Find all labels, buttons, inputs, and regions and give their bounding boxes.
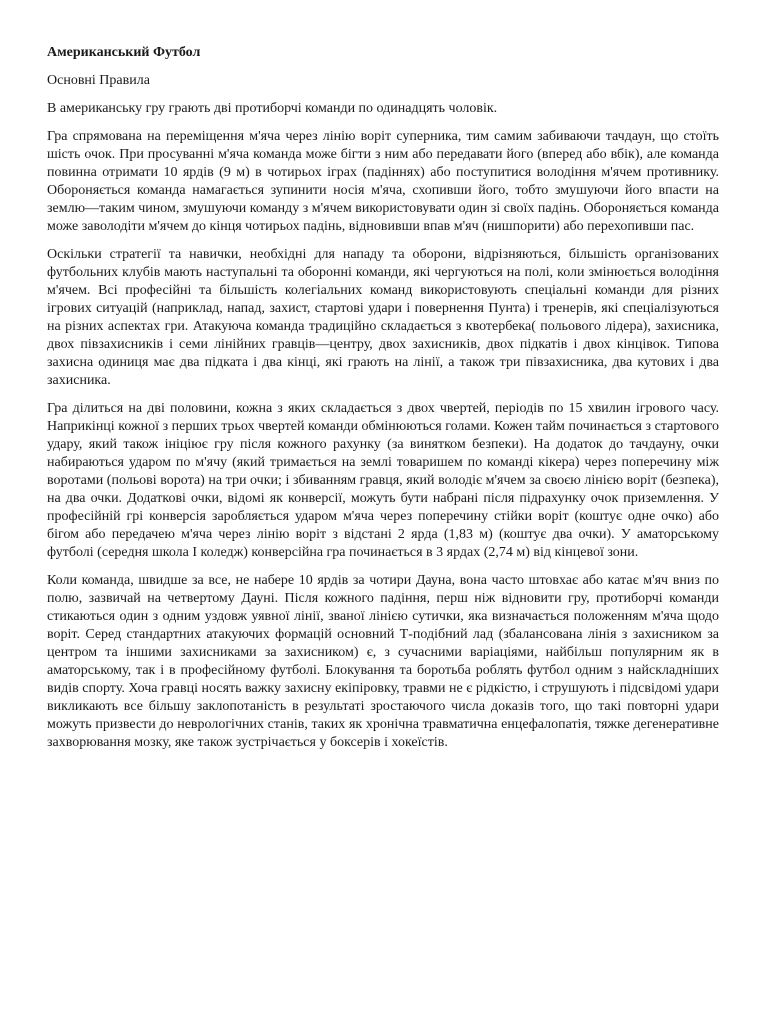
paragraph-intro: В американську гру грають дві протиборчі команди по одинадцять чоловік. [47, 101, 498, 116]
paragraph-teams: Оскільки стратегії та навички, необхідні для нападу та оборони, відрізняються, більшість організованих футбольних клубів мають наступальні та оборонні команди, які чергуються на полі, коли змінюється володіння м'ячем. Всі професійні та більшість колегіальних команд використовують спеціальні команди для різних ігрових ситуацій (наприклад, напад, захист, стартові удари і повернення Пунта) і тренерів, які спеціалізуються на різних аспектах гри. Атакуюча команда традиційно складається з квотербека( польового лідера), захисника, двох півзахисників і семи лінійних гравців—центру, двох захисників, двох підкатів і двох кінцівок. Типова захисна одиниця має два підката і два кінці, які грають на лінії, а також три півзахисника, два кутових і два захисника. [47, 247, 719, 388]
document-subtitle: Основні Правила [47, 73, 150, 88]
document-page [47, 44, 719, 762]
document-title: Американський Футбол [47, 45, 201, 60]
paragraph-objective: Гра спрямована на переміщення м'яча через лінію воріт суперника, тим самим забиваючи тачдаун, що стоїть шість очок. При просуванні м'яча команда може бігти з ним або передавати його (вперед або вбік), але команда повинна отримати 10 ярдів (9 м) в чотирьох іграх (падіннях) або поступитися володіння м'ячем противнику. Обороняється команда намагається зупинити носія м'яча, схопивши його, тобто змушуючи його впасти на землю—таким чином, змушуючи команду з м'ячем використовувати один зі своїх падінь. Обороняється команда може заволодіти м'ячем до кінця чотирьох падінь, відновивши впав м'яч (нишпорити) або перехопивши пас. [47, 129, 719, 234]
paragraph-play: Коли команда, швидше за все, не набере 10 ярдів за чотири Дауна, вона часто штовхає або катає м'яч вниз по полю, зазвичай на четвертому Дауні. Після кожного падіння, перш ніж відновити гру, протиборчі команди стикаються один з одним уздовж уявної лінії, званої лінією сутички, яка визначається положенням м'яча щодо воріт. Серед стандартних атакуючих формацій основний Т-подібний лад (збалансована лінія з захисником за центром та іншими захисниками за захисником) є, з сучасними варіаціями, найбільш популярним як в аматорському, так і в професійному футболі. Блокування та боротьба роблять футбол одним з найскладніших видів спорту. Хоча гравці носять важку захисну екіпіровку, травми не є рідкістю, і струшують і підсвідомі удари викликають все більшу заклопотаність в результаті зростаючого числа доказів того, що такі повторні удари можуть призвести до неврологічних станів, таких як хронічна травматична енцефалопатія, тяжке дегенеративне захворювання мозку, яке також зустрічається у боксерів і хокеїстів. [47, 573, 719, 750]
paragraph-scoring: Гра ділиться на дві половини, кожна з яких складається з двох чвертей, періодів по 15 хвилин ігрового часу. Наприкінці кожної з перших трьох чвертей команди обмінюються голами. Кожен тайм починається з стартового удару, який також ініціює гру після кожного рахунку (за винятком безпеки). На додаток до тачдауну, очки набираються ударом по м'ячу (який тримається на землі товаришем по команді кікера) через поперечину між воротами (польові ворота) на три очки; і збиванням гравця, який володіє м'ячем за своєю лінією воріт (безпека), на два очки. Додаткові очки, відомі як конверсії, можуть бути набрані після підрахунку очок приземлення. У професійній грі конверсія заробляється ударом м'яча через поперечину стійки воріт (коштує одне очко) або бігом або передачею м'яча через лінію воріт з відстані 2 ярда (1,83 м) (коштує два очки). У аматорському футболі (середня школа І коледж) конверсійна гра починається в 3 ярдах (2,74 м) від кінцевої зони. [47, 401, 719, 560]
